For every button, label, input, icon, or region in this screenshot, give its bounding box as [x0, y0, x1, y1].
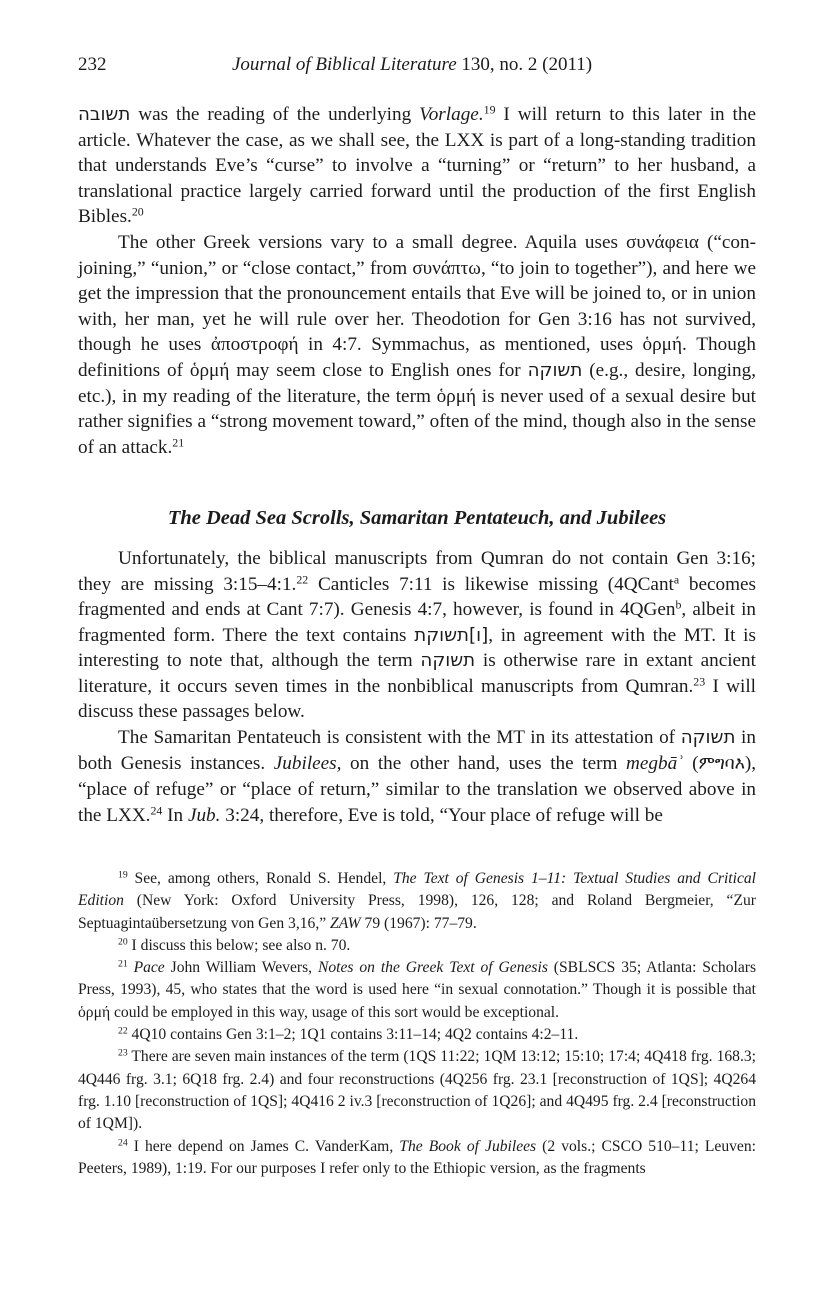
text-run: 4Q10 contains Gen 3:1–2; 1Q1 contains 3:11–14; 4Q2 contains 4:2–11. — [127, 1026, 579, 1044]
greek-term: ὁρμή — [642, 334, 683, 356]
italic-term: Jubilees, — [273, 752, 342, 774]
greek-term: συνάφεια — [626, 231, 699, 253]
footnote-number: 19 — [118, 869, 128, 881]
text-run: . Though definitions of — [78, 334, 756, 381]
text-run: I here depend on James C. VanderKam, — [127, 1137, 400, 1155]
footnote-ref-19[interactable]: 19 — [483, 102, 496, 117]
text-run: in both Genesis instances. — [78, 727, 756, 774]
paragraph-3 — [78, 546, 756, 725]
cited-journal: ZAW — [330, 914, 361, 932]
text-run: The Samaritan Pentateuch is consistent with the MT in its attestation of — [118, 727, 681, 749]
hebrew-term: תשובה — [78, 104, 131, 125]
hebrew-term: תשוקה — [527, 359, 583, 381]
text-run: John William Wevers, — [164, 959, 318, 977]
text-run: may seem close to English ones for — [229, 359, 528, 381]
italic-term: Pace — [133, 959, 165, 977]
text-run: , albeit in fragmented form. There the text contains — [78, 599, 756, 646]
greek-term: συνάπτω — [412, 257, 481, 279]
footnote-number: 21 — [118, 958, 128, 970]
hebrew-term: [ו]תשוקת — [414, 624, 489, 646]
text-run: See, among others, Ronald S. Hendel, — [127, 870, 394, 887]
page-number: 232 — [78, 54, 107, 75]
cited-title: The Book of Jubilees — [399, 1137, 537, 1155]
greek-term: ὁρμή — [78, 1003, 111, 1021]
text-run: ), “place of refuge” or “place of return,” similar to the translation we observed above in the LXX. — [78, 752, 757, 826]
footnote-ref-23[interactable]: 23 — [693, 674, 706, 689]
text-run: I discuss this below; see also n. 70. — [127, 936, 351, 954]
italic-term: Jub. — [187, 804, 221, 826]
footnote-number: 23 — [118, 1048, 128, 1060]
text-run: on the other hand, uses the term — [341, 752, 627, 774]
section-heading: The Dead Sea Scrolls, Samaritan Pentateuch, and Jubilees — [167, 507, 667, 530]
greek-term: ὁρμή — [189, 359, 230, 381]
italic-term: Vorlage. — [419, 104, 484, 125]
text-run: is never used of a sexual desire but rather signifies a “strong movement toward,” often of the mind, though also in the sense of an attack. — [78, 385, 756, 458]
text-run: (New York: Oxford University Press, 1998), 126, 128; and Roland Bergmeier, “Zur Septuagintaübersetzung von Gen 3,16,” — [78, 892, 756, 932]
text-run: The other Greek versions vary to a small degree. Aquila uses — [118, 231, 626, 253]
footnote-ref-24[interactable]: 24 — [150, 803, 163, 818]
text-run: (“conjoining,” “union,” or “close contact,” from — [78, 231, 756, 279]
superscript-b: b — [675, 597, 682, 612]
footnote-20 — [78, 935, 756, 957]
footnote-ref-20[interactable]: 20 — [131, 204, 144, 219]
footnote-19 — [78, 868, 756, 935]
hebrew-term: תשוקה — [680, 727, 736, 749]
ethiopic-term: ምግባእ — [698, 753, 745, 774]
text-run: (e.g., desire, longing, etc.), in my reading of the literature, the term — [78, 359, 756, 407]
footnotes — [78, 868, 756, 1180]
footnote-number: 24 — [118, 1137, 128, 1149]
paragraph-4 — [78, 725, 756, 828]
paragraph-2 — [78, 230, 756, 460]
footnote-24 — [78, 1136, 756, 1181]
text-run: ( — [683, 752, 699, 774]
transliteration: megbāʾ — [626, 752, 684, 774]
text-run: There are seven main instances of the term (1QS 11:22; 1QM 13:12; 15:10; 17:4; 4Q418 frg. 168.3; 4Q446 frg. 3.1; 6Q18 frg. 2.4) and four reconstructions (4Q256 frg. 23.1 [reconstruction of 1QS]; 4Q264 frg. 1.10 [reconstruction of 1QS]; 4Q416 2 iv.3 [reconstruction of 1Q26]; and 4Q495 frg. 2.4 [reconstruction of 1QM]). — [78, 1048, 756, 1133]
journal-name: Journal of Biblical Literature — [232, 54, 457, 75]
text-run: 3:24, therefore, Eve is told, “Your place of refuge will be — [220, 804, 663, 826]
text-run: (2 vols.; CSCO 510–11; Leuven: Peeters, 1989), 1:19. For our purposes I refer only to the Ethiopic version, as the fragments — [78, 1137, 756, 1177]
footnote-21 — [78, 957, 756, 1024]
text-run: was the reading of the underlying — [130, 104, 420, 125]
superscript-a: a — [673, 571, 680, 586]
footnote-ref-21[interactable]: 21 — [172, 435, 185, 450]
hebrew-term: תשוקה — [420, 650, 476, 672]
footnote-ref-22[interactable]: 22 — [296, 571, 309, 586]
footnote-22 — [78, 1024, 756, 1046]
text-run: In — [162, 804, 188, 826]
text-run: becomes fragmented and ends at Cant 7:7). Genesis 4:7, however, is found in 4QGen — [78, 573, 757, 621]
paragraph-1 — [78, 102, 756, 230]
text-run: I will return to this later in the article. Whatever the case, as we shall see, the LXX is part of a long-standing tradition that understands Eve’s “curse” to involve a “turning” or “return” to her husband, a translational practice largely carried forward until the production of the first English Bibles. — [78, 104, 756, 228]
text-run: , “to join to together”), and here we get the impression that the pronouncement entails that Eve will be joined to, or in union with, her man, yet he will rule over her. Theodotion for Gen 3:16 has not survived, though he uses — [78, 257, 756, 356]
cited-title: Notes on the Greek Text of Genesis — [317, 959, 548, 977]
text-run: Canticles 7:11 is likewise missing (4QCant — [308, 573, 674, 595]
journal-issue: 130, no. 2 (2011) — [456, 54, 593, 75]
text-run: could be employed in this way, usage of this sort would be exceptional. — [110, 1003, 560, 1021]
text-run: 79 (1967): 77–79. — [360, 914, 477, 932]
footnote-23 — [78, 1046, 756, 1135]
running-head — [78, 54, 756, 82]
text-run: I will discuss these passages below. — [78, 675, 756, 723]
text-run: is otherwise rare in extant ancient literature, it occurs seven times in the nonbiblical manuscripts from Qumran. — [78, 650, 756, 697]
greek-term: ἀποστροφή — [210, 334, 299, 356]
text-run: in 4:7. Symmachus, as mentioned, uses — [298, 334, 643, 356]
journal-citation — [232, 54, 592, 76]
footnote-number: 20 — [118, 936, 128, 948]
cited-title: The Text of Genesis 1–11: Textual Studies and Critical Edition — [78, 870, 756, 910]
greek-term: ὁρμή — [436, 385, 477, 407]
body-text — [78, 102, 756, 828]
text-run: , in agreement with the MT. It is interesting to note that, although the term — [78, 624, 756, 672]
text-run: (SBLSCS 35; Atlanta: Scholars Press, 1993), 45, who states that the word is used here “in sexual connotation.” Though it is possible that — [78, 959, 757, 999]
footnote-number: 22 — [118, 1025, 128, 1037]
text-run: Unfortunately, the biblical manuscripts from Qumran do not contain Gen 3:16; they are missing 3:15–4:1. — [78, 547, 756, 595]
